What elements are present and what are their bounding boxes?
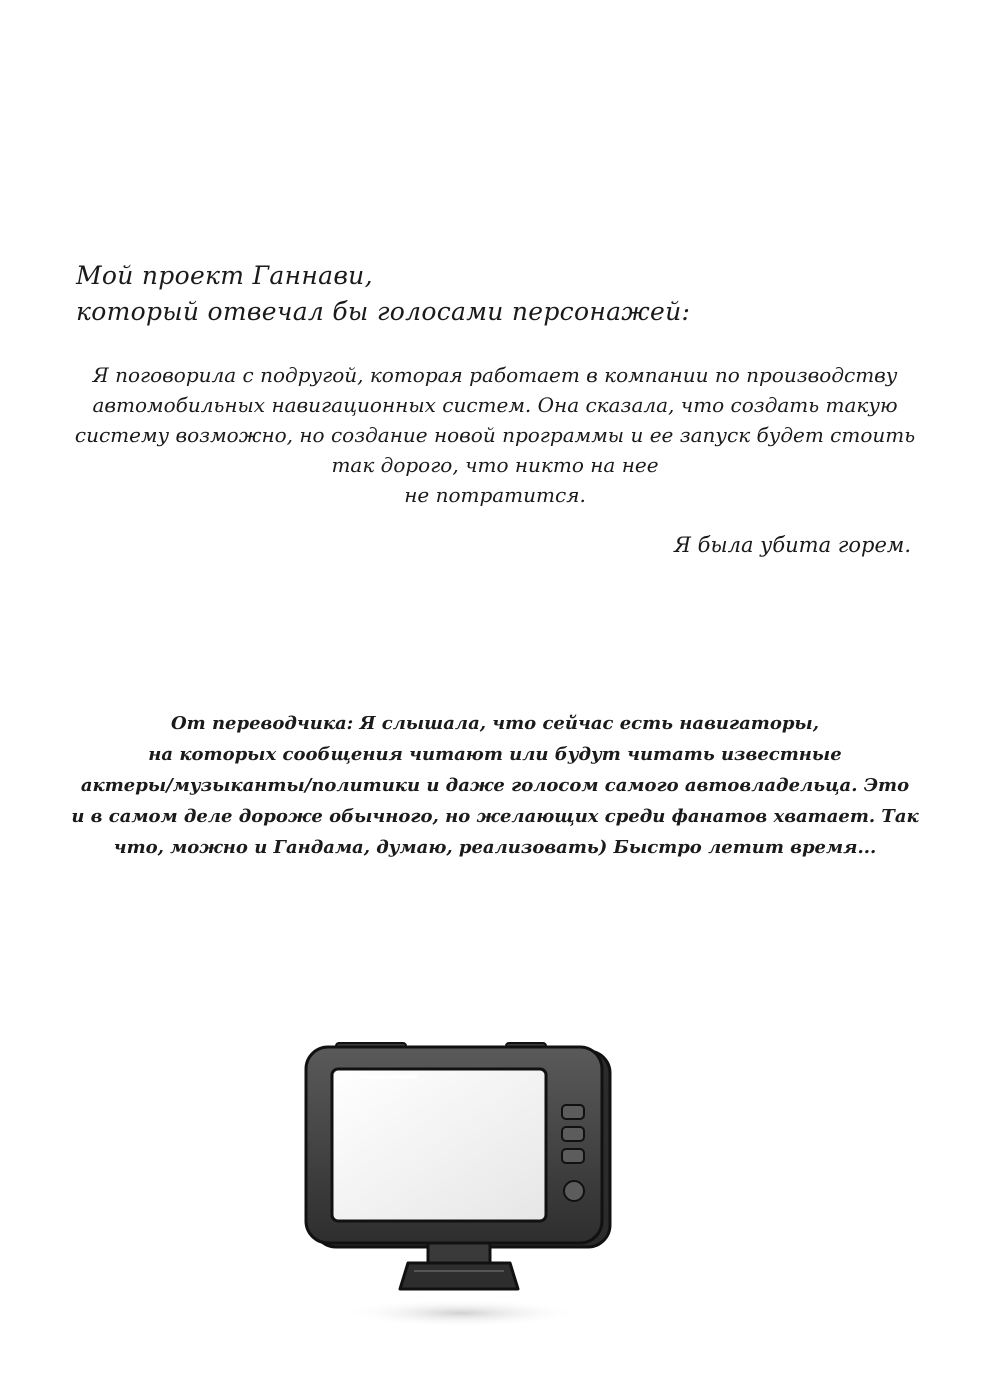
stand-base [400, 1263, 518, 1289]
story-paragraph [70, 360, 920, 510]
heading-line-1: Мой проект Ганнави, [76, 261, 373, 290]
note-line: От переводчика: Я слышала, что сейчас есть навигаторы, [170, 713, 820, 734]
translator-note [60, 708, 930, 863]
story-line: так дорого, что никто на нее [331, 453, 659, 477]
page-heading [76, 258, 776, 330]
navigator-drawing [296, 1035, 626, 1325]
note-line: актеры/музыканты/политики и даже голосом самого автовладельца. Это [80, 775, 910, 796]
side-button [562, 1127, 584, 1141]
floor-shadow [341, 1299, 581, 1325]
round-button [564, 1181, 584, 1201]
note-line: на которых сообщения читают или будут читать известные [148, 744, 842, 765]
note-line: и в самом деле дороже обычного, но желающих среди фанатов хватает. Так [71, 806, 919, 827]
heading-line-2: который отвечал бы голосами персонажей: [76, 297, 691, 326]
story-line: автомобильных навигационных систем. Она сказала, что создать такую [92, 393, 898, 417]
story-line: систему возможно, но создание новой программы и ее запуск будет стоить [74, 423, 916, 447]
story-line: не потратится. [404, 483, 586, 507]
story-conclusion: Я была убита горем. [674, 533, 911, 557]
side-button [562, 1149, 584, 1163]
stand-neck [428, 1243, 490, 1263]
side-button [562, 1105, 584, 1119]
note-line: что, можно и Гандама, думаю, реализовать) Быстро летит время... [113, 837, 877, 858]
device-screen [332, 1069, 546, 1221]
story-line: Я поговорила с подругой, которая работает в компании по производству [92, 363, 898, 387]
car-navigator-icon [296, 1035, 626, 1325]
